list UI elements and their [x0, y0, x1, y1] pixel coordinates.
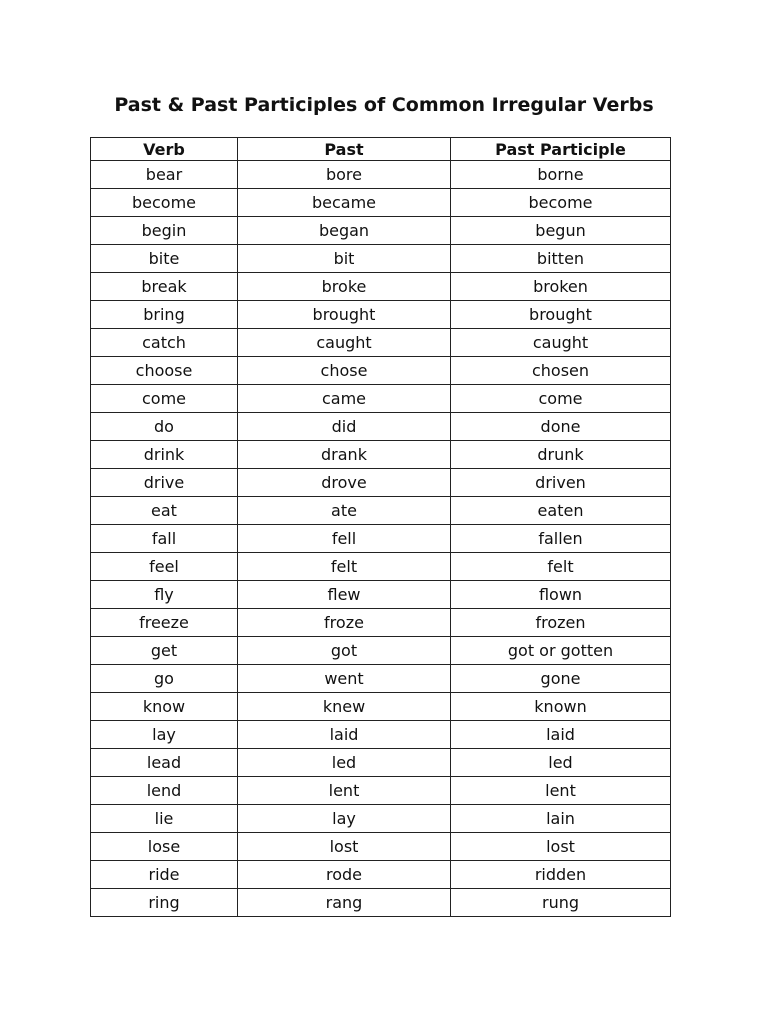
cell-past-participle: led [451, 749, 671, 777]
cell-past-participle: chosen [451, 357, 671, 385]
table-row [91, 889, 671, 917]
cell-verb: lose [91, 833, 238, 861]
cell-past-participle: broken [451, 273, 671, 301]
cell-past: led [238, 749, 451, 777]
cell-past-participle: become [451, 189, 671, 217]
cell-past: ate [238, 497, 451, 525]
cell-past-participle: lent [451, 777, 671, 805]
cell-verb: do [91, 413, 238, 441]
cell-verb: eat [91, 497, 238, 525]
table-row [91, 413, 671, 441]
cell-verb: begin [91, 217, 238, 245]
cell-past-participle: brought [451, 301, 671, 329]
cell-past: flew [238, 581, 451, 609]
table-body [91, 161, 671, 917]
cell-past: drove [238, 469, 451, 497]
cell-verb: become [91, 189, 238, 217]
cell-past-participle: come [451, 385, 671, 413]
cell-past-participle: driven [451, 469, 671, 497]
cell-verb: catch [91, 329, 238, 357]
cell-verb: fall [91, 525, 238, 553]
cell-verb: freeze [91, 609, 238, 637]
cell-verb: ring [91, 889, 238, 917]
cell-past-participle: laid [451, 721, 671, 749]
cell-past: froze [238, 609, 451, 637]
cell-past-participle: lost [451, 833, 671, 861]
cell-past-participle: eaten [451, 497, 671, 525]
table-row [91, 805, 671, 833]
table-row [91, 161, 671, 189]
cell-past-participle: frozen [451, 609, 671, 637]
cell-verb: lay [91, 721, 238, 749]
cell-past: fell [238, 525, 451, 553]
cell-verb: choose [91, 357, 238, 385]
table-row [91, 525, 671, 553]
cell-past-participle: ridden [451, 861, 671, 889]
cell-verb: lie [91, 805, 238, 833]
cell-past: did [238, 413, 451, 441]
cell-past: got [238, 637, 451, 665]
cell-past: began [238, 217, 451, 245]
cell-verb: bite [91, 245, 238, 273]
table-row [91, 833, 671, 861]
cell-past-participle: bitten [451, 245, 671, 273]
cell-past: lent [238, 777, 451, 805]
cell-past-participle: drunk [451, 441, 671, 469]
header-past: Past [238, 138, 451, 161]
cell-past: laid [238, 721, 451, 749]
table-row [91, 469, 671, 497]
cell-past: became [238, 189, 451, 217]
header-past-participle: Past Participle [451, 138, 671, 161]
header-verb: Verb [91, 138, 238, 161]
table-row [91, 189, 671, 217]
cell-past-participle: felt [451, 553, 671, 581]
cell-past-participle: gone [451, 665, 671, 693]
cell-past: knew [238, 693, 451, 721]
cell-verb: drink [91, 441, 238, 469]
cell-past-participle: done [451, 413, 671, 441]
verb-table [90, 137, 671, 917]
cell-past: went [238, 665, 451, 693]
cell-past-participle: fallen [451, 525, 671, 553]
cell-verb: know [91, 693, 238, 721]
cell-verb: bear [91, 161, 238, 189]
cell-past-participle: lain [451, 805, 671, 833]
cell-past: bore [238, 161, 451, 189]
cell-past-participle: known [451, 693, 671, 721]
cell-past: broke [238, 273, 451, 301]
cell-past: drank [238, 441, 451, 469]
cell-past-participle: flown [451, 581, 671, 609]
cell-verb: go [91, 665, 238, 693]
table-row [91, 245, 671, 273]
cell-verb: break [91, 273, 238, 301]
table-row [91, 329, 671, 357]
cell-past: chose [238, 357, 451, 385]
table-row [91, 217, 671, 245]
table-row [91, 777, 671, 805]
table-row [91, 497, 671, 525]
cell-past: rode [238, 861, 451, 889]
cell-verb: come [91, 385, 238, 413]
cell-past: rang [238, 889, 451, 917]
cell-past: brought [238, 301, 451, 329]
table-row [91, 357, 671, 385]
table-row [91, 553, 671, 581]
table-row [91, 273, 671, 301]
cell-past-participle: begun [451, 217, 671, 245]
cell-verb: drive [91, 469, 238, 497]
cell-verb: lend [91, 777, 238, 805]
cell-verb: bring [91, 301, 238, 329]
cell-verb: ride [91, 861, 238, 889]
cell-past: bit [238, 245, 451, 273]
table-row [91, 441, 671, 469]
cell-verb: get [91, 637, 238, 665]
cell-past-participle: borne [451, 161, 671, 189]
table-row [91, 721, 671, 749]
cell-past: lost [238, 833, 451, 861]
cell-past: felt [238, 553, 451, 581]
cell-past-participle: got or gotten [451, 637, 671, 665]
cell-past: lay [238, 805, 451, 833]
cell-past: came [238, 385, 451, 413]
cell-verb: lead [91, 749, 238, 777]
table-row [91, 301, 671, 329]
page-title: Past & Past Participles of Common Irregular Verbs [114, 94, 654, 116]
cell-past-participle: caught [451, 329, 671, 357]
table-row [91, 861, 671, 889]
table-row [91, 665, 671, 693]
table-row [91, 581, 671, 609]
cell-verb: feel [91, 553, 238, 581]
cell-past-participle: rung [451, 889, 671, 917]
table-row [91, 693, 671, 721]
table-row [91, 749, 671, 777]
cell-verb: fly [91, 581, 238, 609]
table-row [91, 609, 671, 637]
table-header-row [91, 138, 671, 161]
table-row [91, 637, 671, 665]
table-row [91, 385, 671, 413]
cell-past: caught [238, 329, 451, 357]
